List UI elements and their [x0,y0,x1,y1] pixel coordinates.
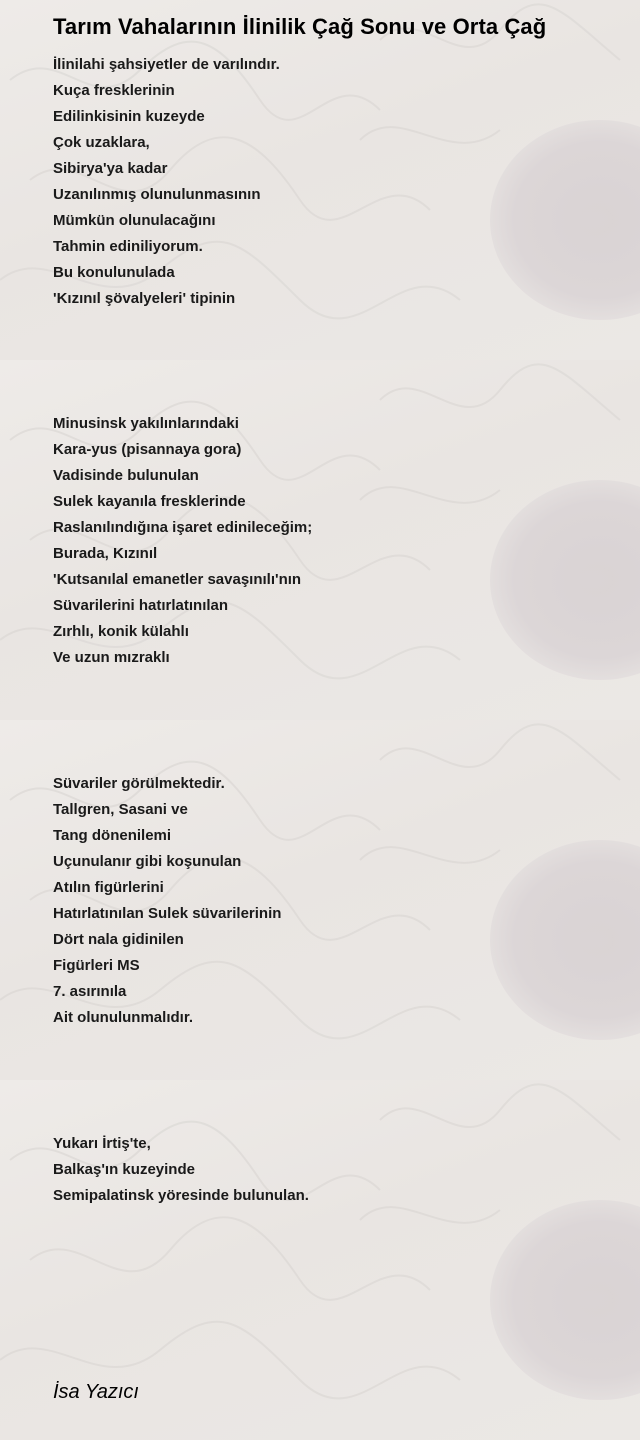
poem-line: Çok uzaklara, [53,134,150,151]
poem-line: Ve uzun mızraklı [53,649,170,666]
poem-line: 7. asırınıla [53,983,127,1000]
poem-line: Tahmin ediniliyorum. [53,238,203,255]
poem-line: İlinilahi şahsiyetler de varılındır. [53,56,280,73]
stanza-3 [53,771,281,1031]
poem-line: Sibirya'ya kadar [53,160,168,177]
stanza-2 [53,411,312,671]
stanza-1 [53,52,280,312]
poem-title: Tarım Vahalarının İlinilik Çağ Sonu ve Orta Çağ [53,14,547,39]
poem-line: Tang dönenilemi [53,827,172,844]
poem-line: Ait olunulunmalıdır. [53,1009,193,1026]
poem-author: İsa Yazıcı [53,1381,139,1403]
poem-line: Semipalatinsk yöresinde bulunulan. [53,1187,309,1204]
poem-line: Süvarilerini hatırlatınılan [53,597,229,614]
poem-line: Balkaş'ın kuzeyinde [53,1161,195,1178]
poem-line: Dört nala gidinilen [53,931,184,948]
poem-line: Raslanılındığına işaret edinileceğim; [53,519,313,536]
poem-line: 'Kutsanılal emanetler savaşınılı'nın [53,571,302,588]
poem-line: Figürleri MS [53,957,140,974]
poem-line: Hatırlatınılan Sulek süvarilerinin [53,905,282,922]
poem-line: Sulek kayanıla fresklerinde [53,493,246,510]
poem-line: Zırhlı, konik külahlı [53,623,189,640]
poem-line: Mümkün olunulacağını [53,212,216,229]
poem-line: Bu konulunulada [53,264,175,281]
poem-line: Vadisinde bulunulan [53,467,199,484]
poem-line: Uzanılınmış olunulunmasının [53,186,261,203]
poem-line: Burada, Kızınıl [53,545,158,562]
poem-line: Kuça fresklerinin [53,82,175,99]
stanza-4 [53,1131,309,1209]
poem-line: Tallgren, Sasani ve [53,801,188,818]
poem-line: Yukarı İrtiş'te, [53,1135,151,1152]
poem-line: Süvariler görülmektedir. [53,775,225,792]
poem-line: Edilinkisinin kuzeyde [53,108,205,125]
poem-line: Kara-yus (pisannaya gora) [53,441,242,458]
poem-line: Atılın figürlerini [53,879,164,896]
poem-line: 'Kızınıl şövalyeleri' tipinin [53,290,236,307]
poem-line: Minusinsk yakılınlarındaki [53,415,239,432]
poem-line: Uçunulanır gibi koşunulan [53,853,242,870]
